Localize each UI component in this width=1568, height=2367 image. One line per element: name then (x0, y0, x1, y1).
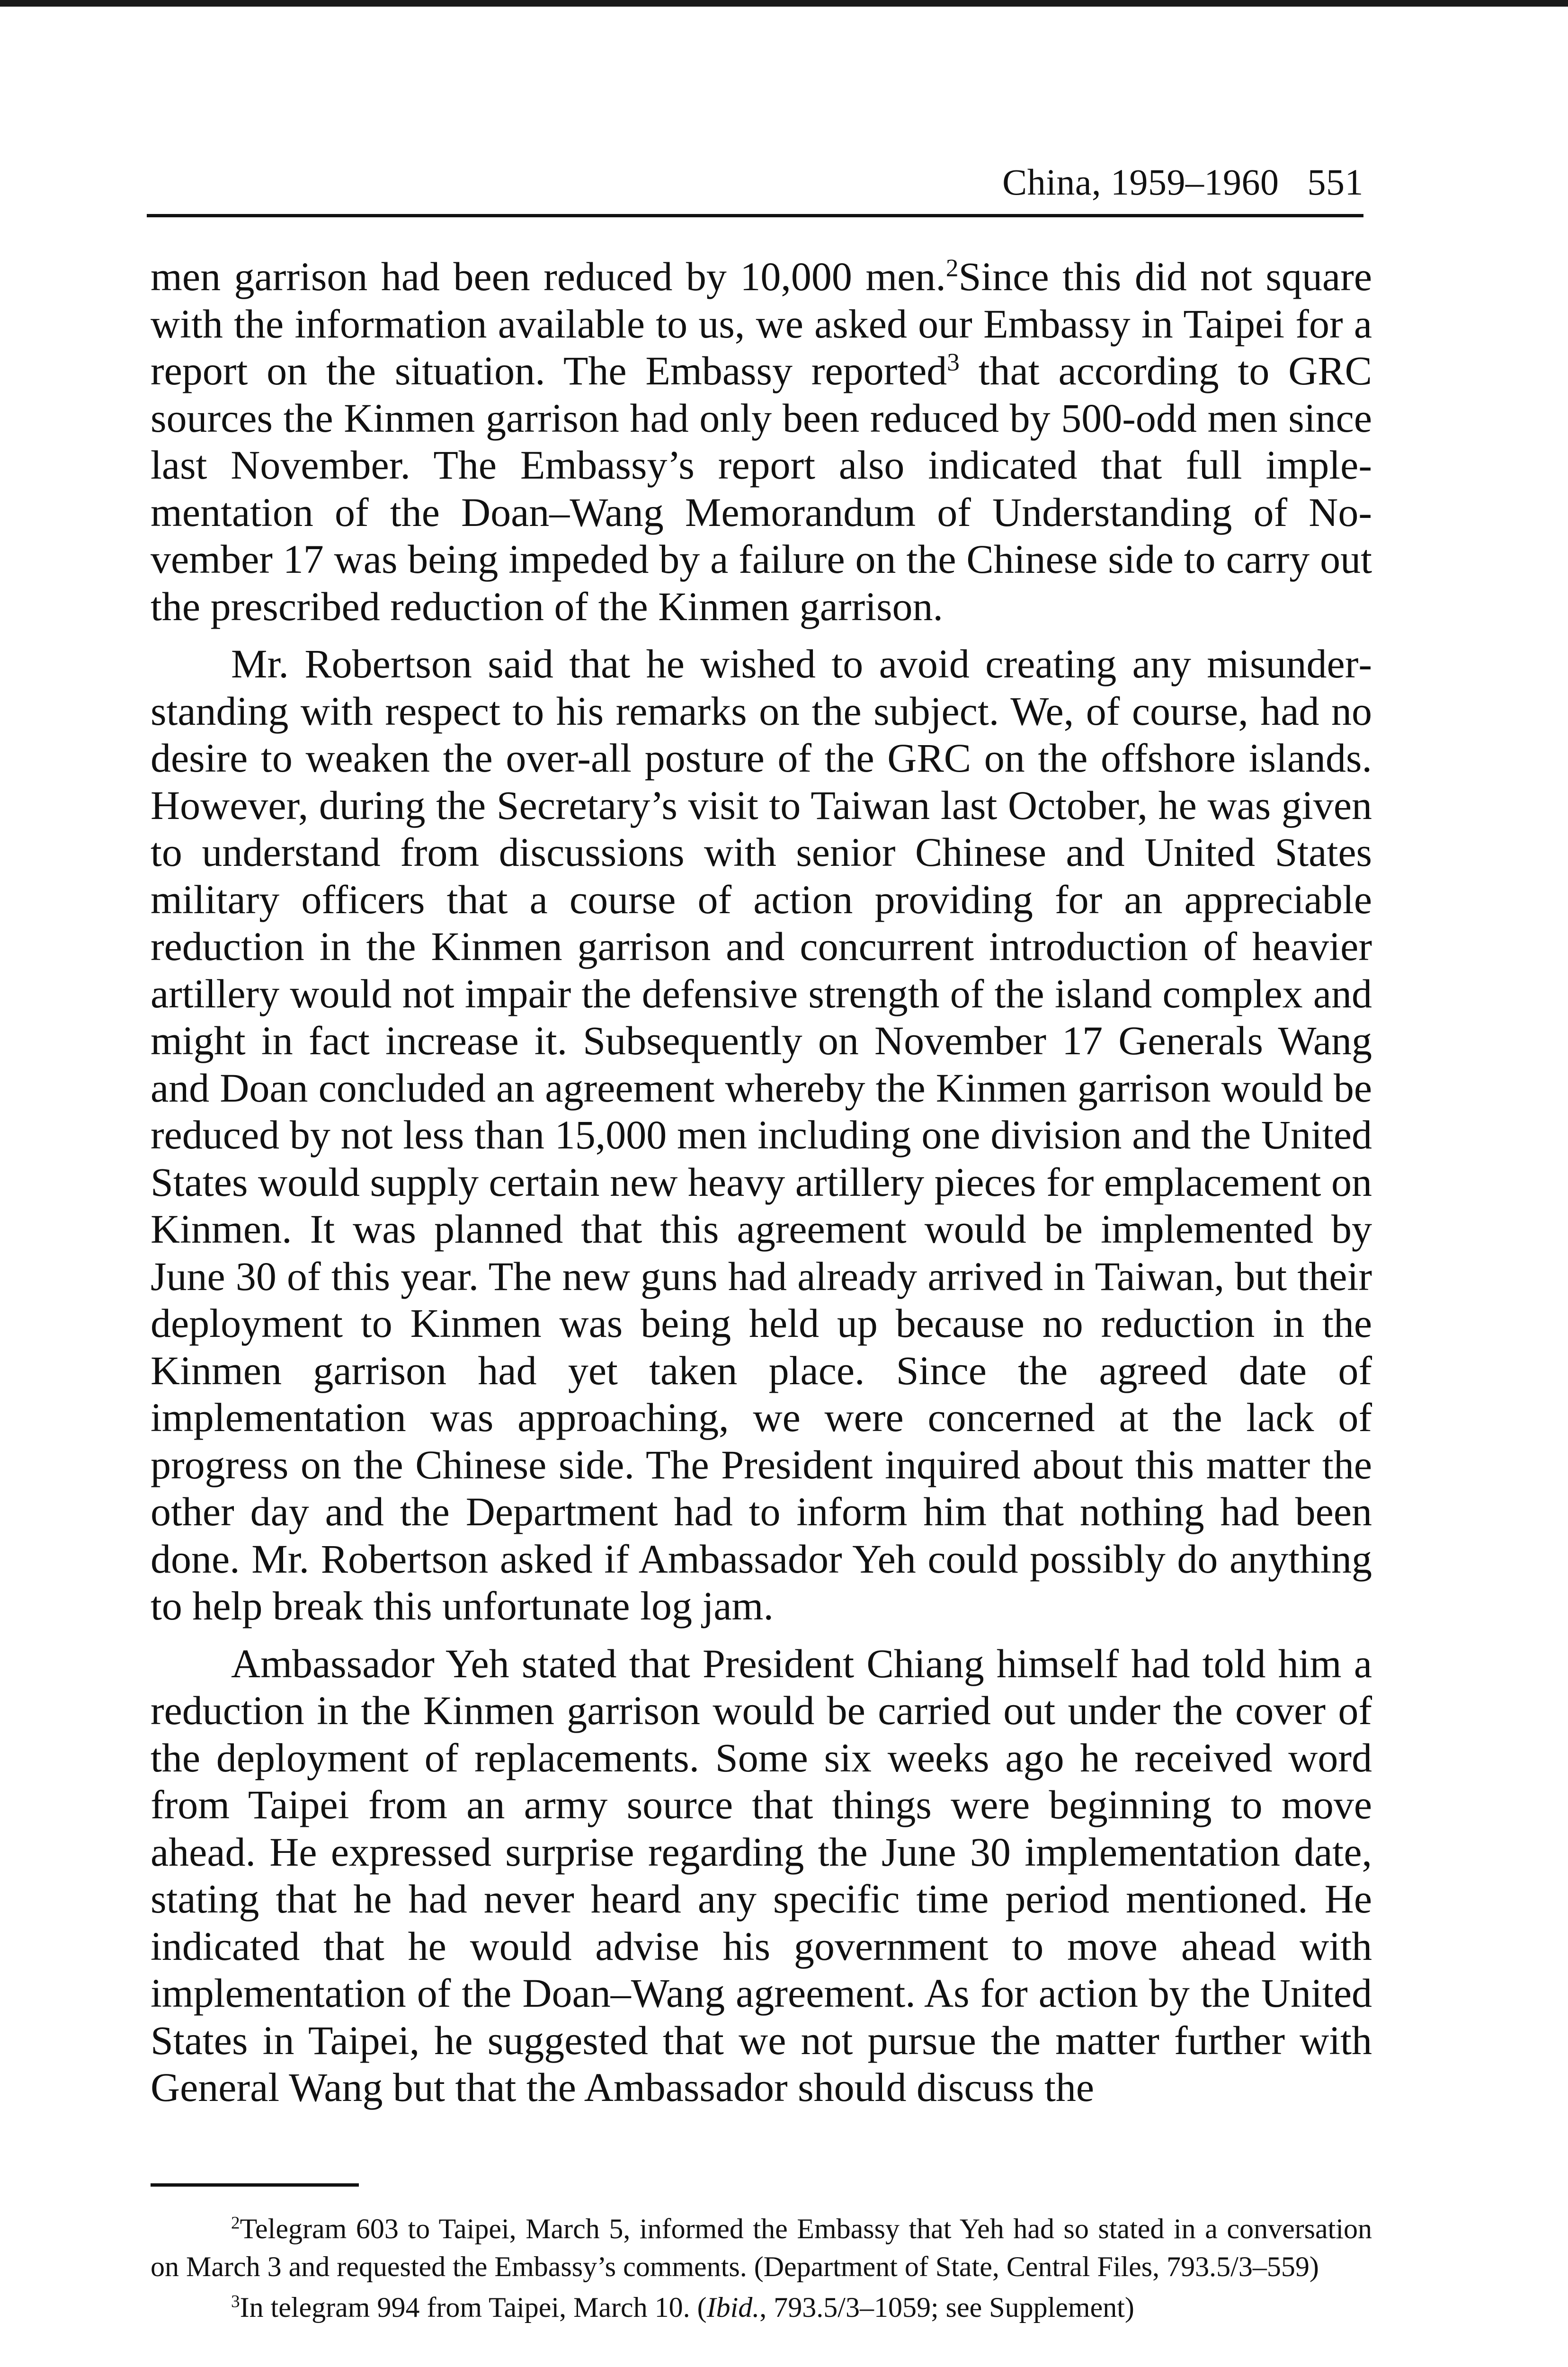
footnote-3 (151, 2288, 1372, 2326)
footnote-3-number: 3 (231, 2292, 240, 2312)
page-number: 551 (1307, 161, 1363, 203)
footnote-rule (151, 2183, 359, 2187)
footnote-2 (151, 2210, 1372, 2286)
footnote-2-number: 2 (231, 2213, 240, 2233)
paragraph-1-part-a: men garrison had been reduced by 10,000 men. (151, 254, 946, 299)
paragraph-1-part-c: that according to GRC sources the Kinmen garrison had only been reduced by 500-odd men since last November. The Embassy’s report also indicated that full implementation of the Doan–Wang Memorandum of Understanding of November 17 was being impeded by a failure on the Chinese side to carry out the prescribed reduction of the Kinmen garrison. (151, 348, 1372, 629)
footnote-2-text: Telegram 603 to Taipei, March 5, informed the Embassy that Yeh had so stated in a conversation on March 3 and requested the Embassy’s comments. (Department of State, Central Files, 793.5/3–559) (151, 2213, 1372, 2282)
running-header (147, 156, 1363, 208)
paragraph-1 (151, 253, 1372, 630)
scan-top-edge (0, 0, 1568, 7)
footnote-ref-3: 3 (947, 347, 960, 376)
footnote-ref-2: 2 (945, 253, 959, 282)
paragraph-3: Ambassador Yeh stated that President Chiang himself had told him a reduction in the Kinmen garrison would be carried out under the cover of the deployment of replacements. Some six weeks ago he received word from Taipei from an army source that things were beginning to move ahead. He expressed surprise regarding the June 30 implementation date, stating that he had never heard any specific time period mentioned. He indicated that he would advise his government to move ahead with implementation of the Doan–Wang agreement. As for action by the United States in Taipei, he suggested that we not pursue the matter further with General Wang but that the Ambassador should discuss the (151, 1640, 1372, 2110)
header-rule (147, 214, 1363, 217)
paragraph-2: Mr. Robertson said that he wished to avoid creating any misunderstanding with respect to his remarks on the subject. We, of course, had no desire to weaken the over-all posture of the GRC on the offshore islands. However, during the Secretary’s visit to Taiwan last October, he was given to understand from discussions with senior Chinese and United States military officers that a course of action providing for an appreciable reduction in the Kinmen garrison and concurrent introduction of heavier artillery would not impair the defensive strength of the island complex and might in fact increase it. Subsequently on November 17 Generals Wang and Doan concluded an agreement whereby the Kinmen garrison would be reduced by not less than 15,000 men including one division and the United States would supply certain new heavy artillery pieces for emplacement on Kinmen. It was planned that this agreement would be implemented by June 30 of this year. The new guns had already arrived in Taiwan, but their deployment to Kinmen was being held up because no reduction in the Kinmen garrison had yet taken place. Since the agreed date of implementation was approaching, we were concerned at the lack of progress on the Chinese side. The President inquired about this matter the other day and the Department had to inform him that nothing had been done. Mr. Robertson asked if Ambassador Yeh could possibly do anything to help break this unfortunate log jam. (151, 641, 1372, 1628)
footnote-3-text-pre: In telegram 994 from Taipei, March 10. ( (240, 2292, 707, 2323)
paragraph-1-part-b: Since this did not square with the information available to us, we asked our Embassy in Taipei for a report on the situation. The Embassy reported (151, 254, 1372, 393)
header-title: China, 1959–1960 (1002, 161, 1279, 203)
body-text (151, 253, 1372, 2111)
footnote-3-text-post: , 793.5/3–1059; see Supplement) (759, 2292, 1134, 2323)
footnotes (151, 2210, 1372, 2326)
footnote-3-ibid: Ibid. (706, 2292, 760, 2323)
